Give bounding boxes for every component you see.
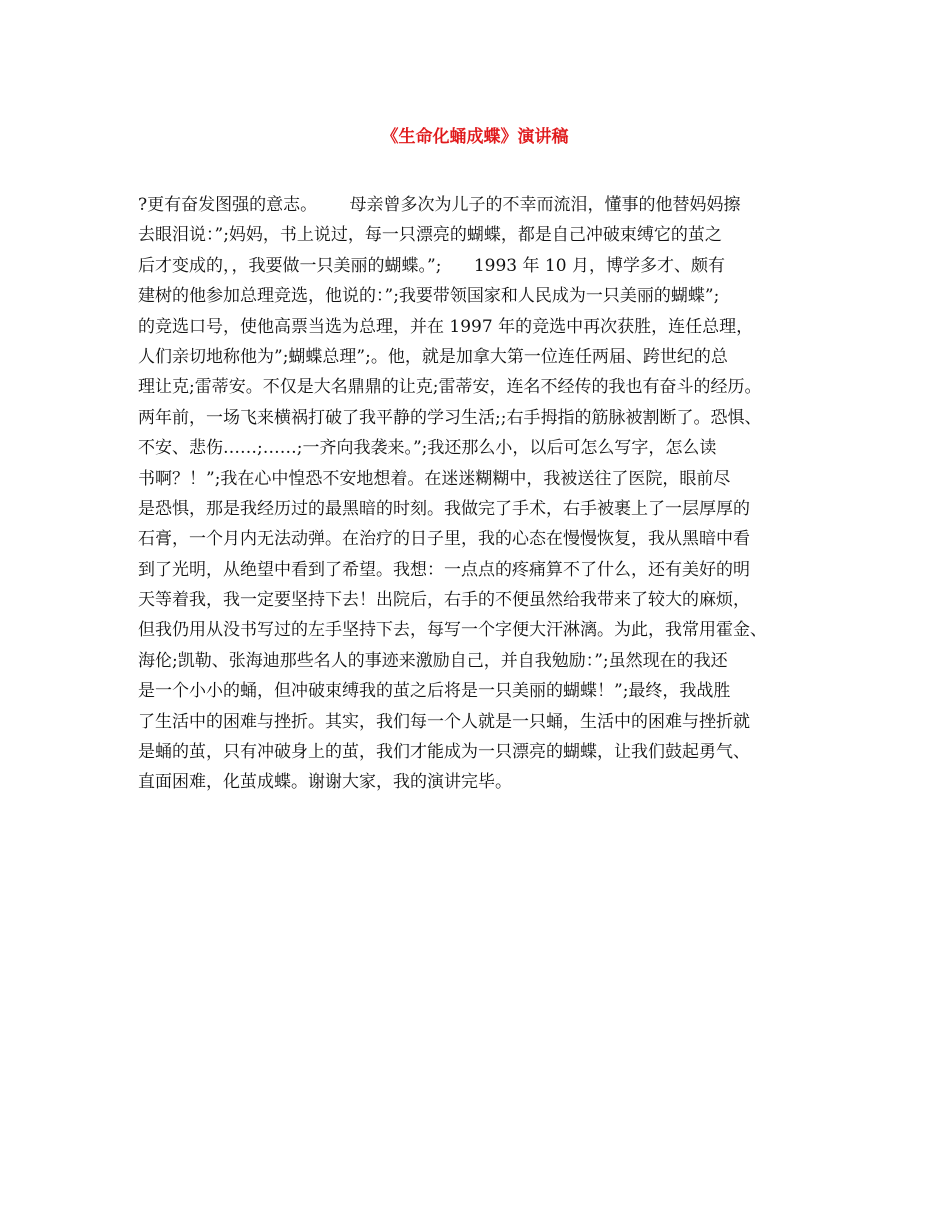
document-body [138, 190, 828, 798]
body-line: ?更有奋发图强的意志。 母亲曾多次为儿子的不幸而流泪，懂事的他替妈妈擦 [138, 195, 741, 215]
body-line: 海伦;凯勒、张海迪那些名人的事迹来激励自己，并自我勉励：”;虽然现在的我还 [138, 650, 728, 671]
body-line: 书啊？！”;我在心中惶恐不安地想着。在迷迷糊糊中，我被送往了医院，眼前尽 [138, 468, 731, 489]
body-line: 到了光明，从绝望中看到了希望。我想：一点点的疼痛算不了什么，还有美好的明 [138, 559, 750, 580]
body-line: 人们亲切地称他为”;蝴蝶总理”;。他，就是加拿大第一位连任两届、跨世纪的总 [138, 346, 728, 367]
body-line: 石膏，一个月内无法动弹。在治疗的日子里，我的心态在慢慢恢复，我从黑暗中看 [138, 529, 750, 550]
body-line: 了生活中的困难与挫折。其实，我们每一个人就是一只蛹，生活中的困难与挫折就 [138, 711, 750, 732]
body-line: 不安、悲伤……;……;一齐向我袭来。”;我还那么小，以后可怎么写字，怎么读 [138, 438, 717, 459]
document-title: 《生命化蛹成蝶》演讲稿 [381, 127, 569, 147]
body-line: 理让克;雷蒂安。不仅是大名鼎鼎的让克;雷蒂安，连名不经传的我也有奋斗的经历。 [138, 377, 762, 398]
body-line: 天等着我，我一定要坚持下去！出院后，右手的不便虽然给我带来了较大的麻烦， [138, 590, 750, 611]
body-line: 两年前，一场飞来横祸打破了我平静的学习生活;;右手拇指的筋脉被割断了。恐惧、 [138, 407, 762, 428]
body-line: 是一个小小的蛹，但冲破束缚我的茧之后将是一只美丽的蝴蝶！”;最终，我战胜 [138, 681, 731, 702]
body-line: 的竞选口号，使他高票当选为总理，并在 1997 年的竞选中再次获胜，连任总理， [138, 316, 754, 337]
body-line: 建树的他参加总理竞选，他说的：”;我要带领国家和人民成为一只美丽的蝴蝶”; [138, 286, 720, 307]
body-line: 后才变成的，，我要做一只美丽的蝴蝶。”; 1993 年 10 月，博学多才、颇有 [138, 255, 725, 276]
body-line: 但我仍用从没书写过的左手坚持下去，每写一个字便大汗淋漓。为此，我常用霍金、 [138, 620, 767, 641]
body-line: 是恐惧，那是我经历过的最黑暗的时刻。我做完了手术，右手被裹上了一层厚厚的 [138, 498, 750, 519]
body-line: 直面困难，化茧成蝶。谢谢大家，我的演讲完毕。 [138, 772, 512, 793]
body-line: 是蛹的茧，只有冲破身上的茧，我们才能成为一只漂亮的蝴蝶，让我们鼓起勇气、 [138, 742, 750, 763]
body-line: 去眼泪说：”;妈妈，书上说过，每一只漂亮的蝴蝶，都是自己冲破束缚它的茧之 [138, 225, 722, 246]
